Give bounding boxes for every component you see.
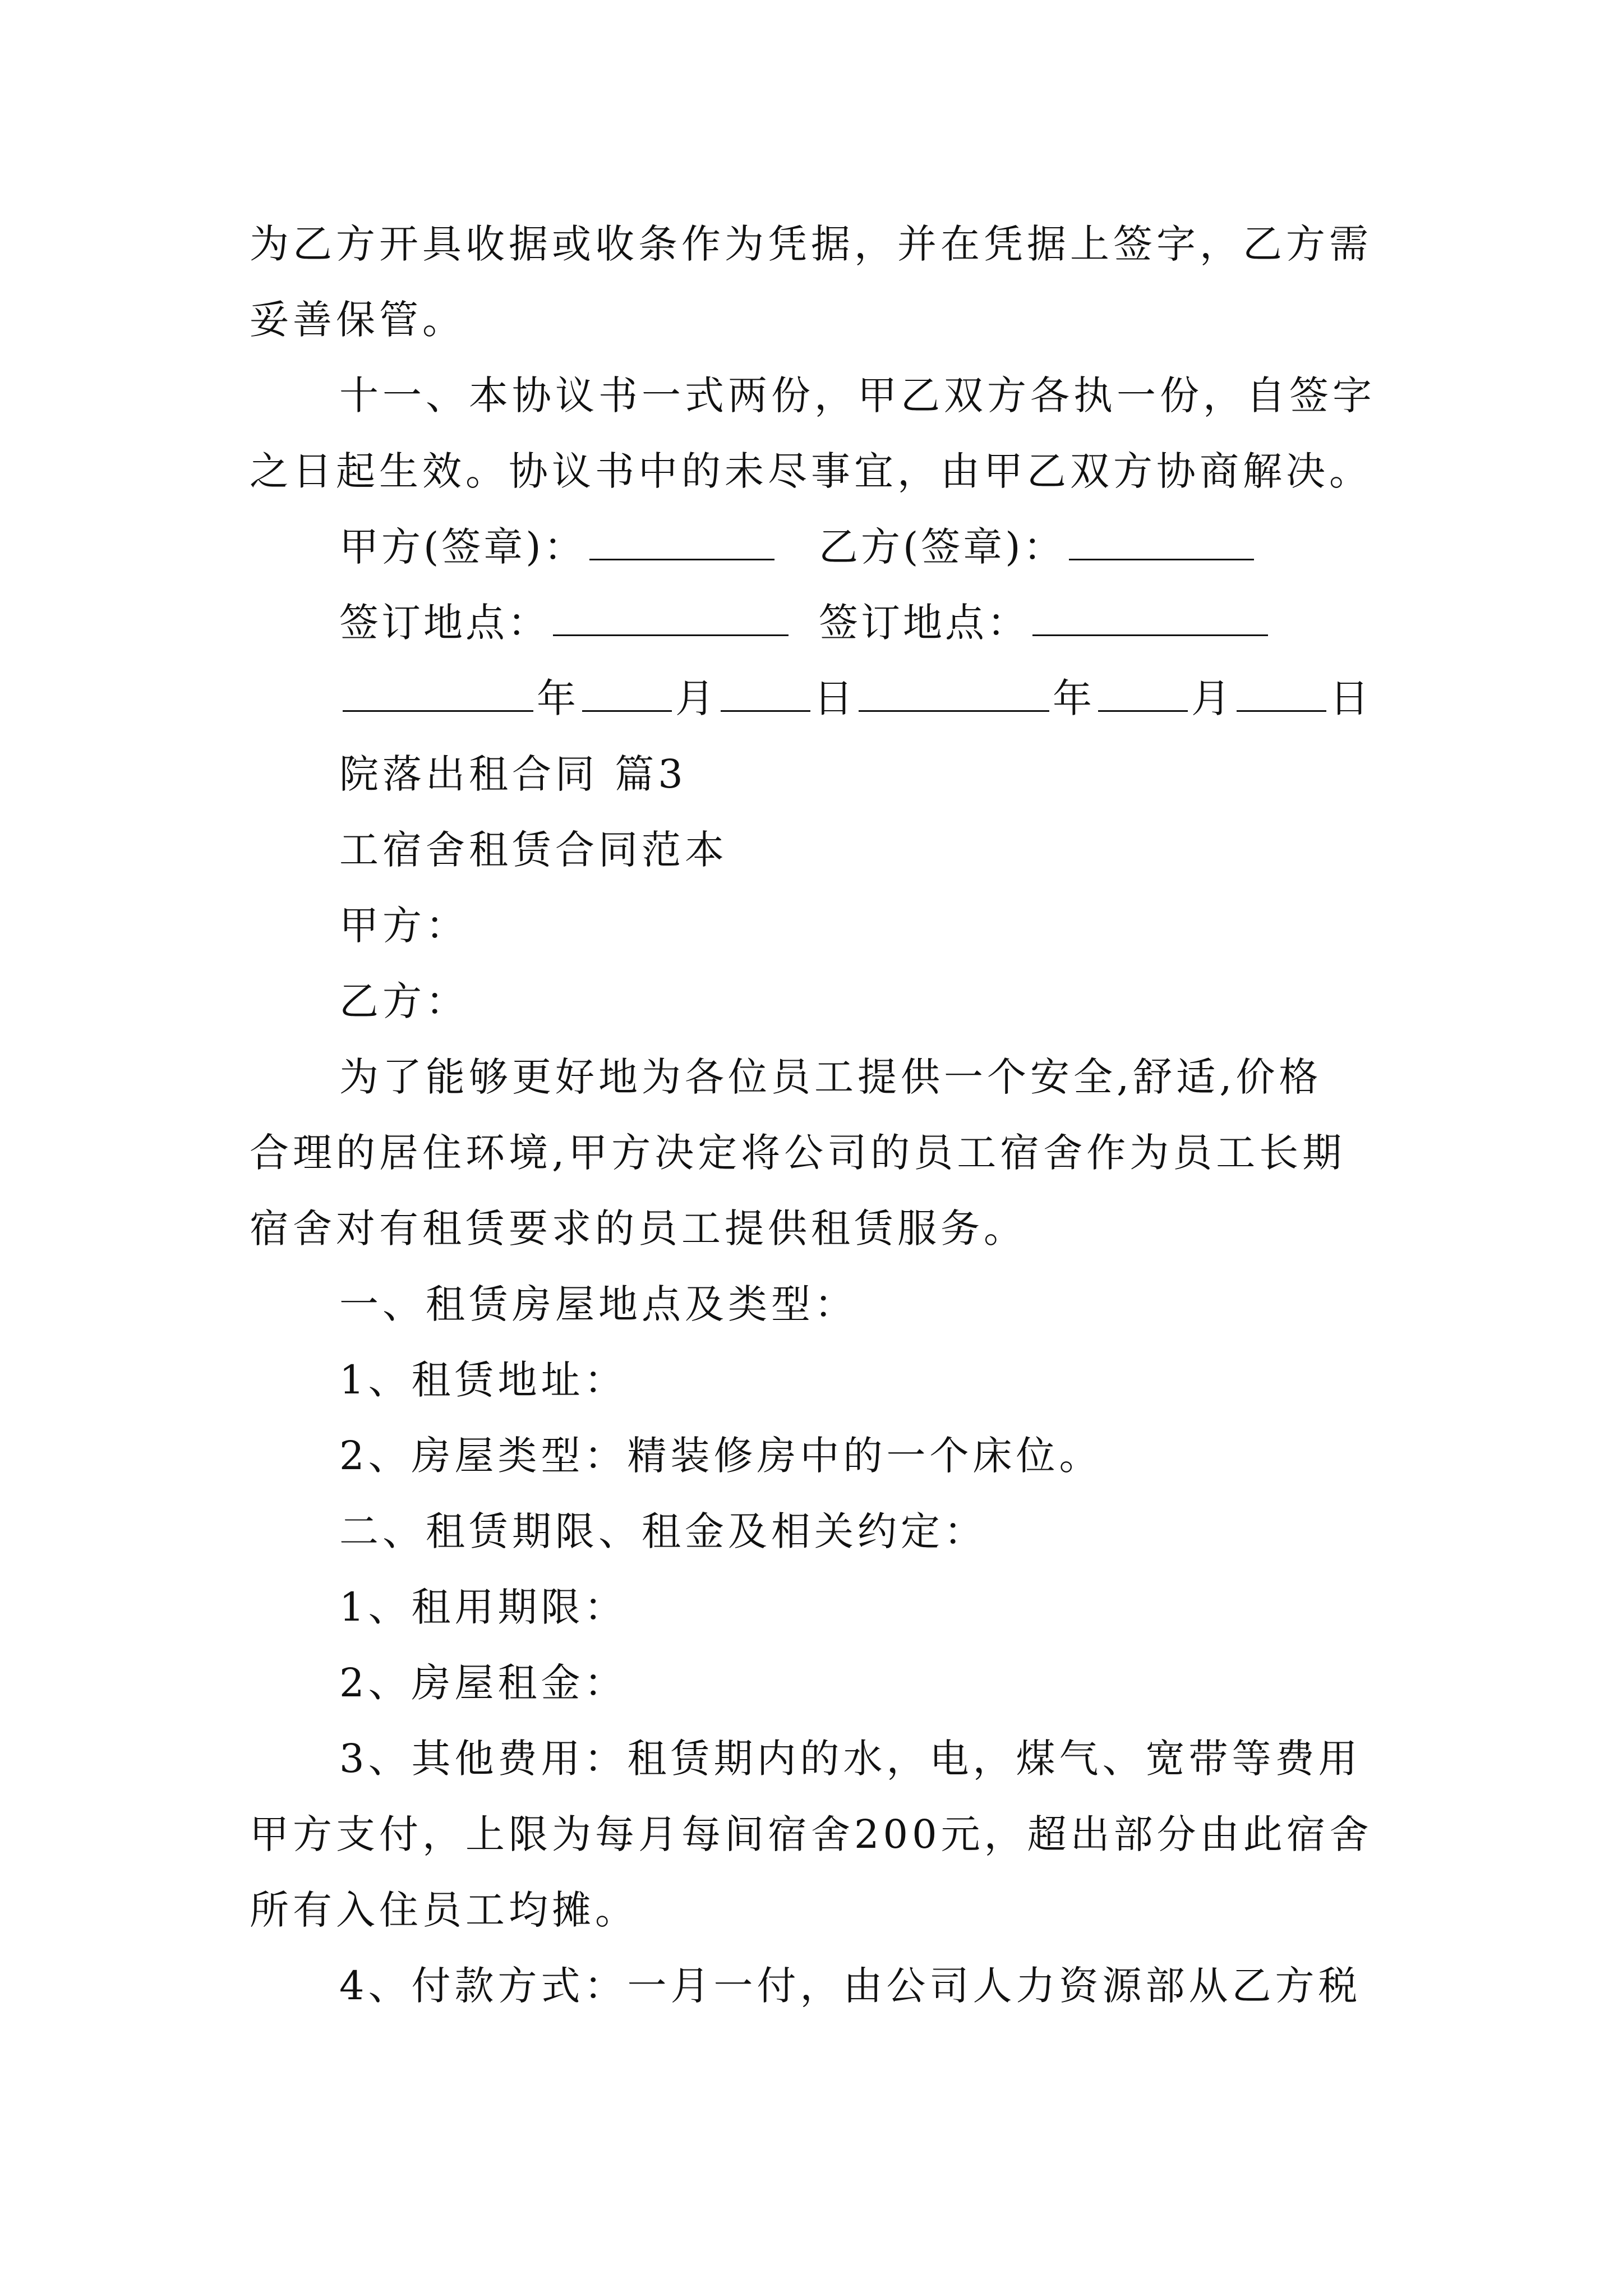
party-a-date <box>339 670 856 726</box>
party-a-sign-label: 甲方(签章)： <box>339 524 586 570</box>
place-b-blank <box>1032 595 1268 636</box>
paragraph-line: 十一、本协议书一式两份，甲乙双方各执一份，自签字 <box>339 372 1376 418</box>
party-a-line: 甲方： <box>339 903 469 949</box>
place-b-label: 签订地点： <box>819 600 1029 646</box>
payment-line: 4、付款方式：一月一付，由公司人力资源部从乙方税 <box>339 1963 1362 2009</box>
intro-line: 合理的居住环境,甲方决定将公司的员工宿舍作为员工长期 <box>250 1130 1346 1176</box>
clause-line: 一、租赁房屋地点及类型： <box>339 1281 857 1327</box>
party-b-date <box>855 670 1372 726</box>
year-label: 年 <box>1053 675 1095 721</box>
intro-line: 为了能够更好地为各位员工提供一个安全,舒适,价格 <box>339 1054 1322 1100</box>
month-label: 月 <box>1191 675 1233 721</box>
year-blank <box>859 671 1049 712</box>
party-b-sign-label: 乙方(签章)： <box>819 524 1066 570</box>
paragraph-line: 妥善保管。 <box>250 297 465 343</box>
day-label: 日 <box>1330 675 1372 721</box>
party-b-sign-blank <box>1069 519 1254 560</box>
day-blank <box>721 671 810 712</box>
fees-line: 3、其他费用：租赁期内的水，电，煤气、宽带等费用 <box>339 1736 1362 1782</box>
paragraph-line: 之日起生效。协议书中的未尽事宜，由甲乙双方协商解决。 <box>250 448 1372 494</box>
fees-line: 所有入住员工均摊。 <box>250 1887 638 1933</box>
day-label: 日 <box>814 675 856 721</box>
place-a-blank <box>553 595 789 636</box>
party-b-line: 乙方： <box>339 978 469 1024</box>
clause-line: 1、租用期限： <box>339 1584 628 1630</box>
month-label: 月 <box>675 675 717 721</box>
month-blank <box>1098 671 1188 712</box>
clause-line: 2、房屋类型：精装修房中的一个床位。 <box>339 1433 1103 1479</box>
party-b-place <box>819 595 1271 651</box>
clause-line: 1、租赁地址： <box>339 1357 628 1403</box>
paragraph-line: 为乙方开具收据或收条作为凭据，并在凭据上签字，乙方需 <box>250 221 1372 267</box>
section-heading: 院落出租合同 篇3 <box>339 751 687 797</box>
fees-line: 甲方支付，上限为每月每间宿舍200元，超出部分由此宿舍 <box>250 1811 1373 1857</box>
clause-line: 2、房屋租金： <box>339 1660 628 1706</box>
day-blank <box>1237 671 1326 712</box>
year-label: 年 <box>537 675 579 721</box>
year-blank <box>343 671 533 712</box>
party-a-sign-blank <box>589 519 774 560</box>
clause-line: 二、租赁期限、租金及相关约定： <box>339 1508 987 1554</box>
month-blank <box>582 671 672 712</box>
party-a-place <box>339 595 792 651</box>
intro-line: 宿舍对有租赁要求的员工提供租赁服务。 <box>250 1205 1027 1251</box>
section-subtitle: 工宿舍租赁合同范本 <box>339 827 728 873</box>
party-b-signature <box>819 519 1257 575</box>
place-a-label: 签订地点： <box>339 600 550 646</box>
party-a-signature <box>339 519 778 575</box>
